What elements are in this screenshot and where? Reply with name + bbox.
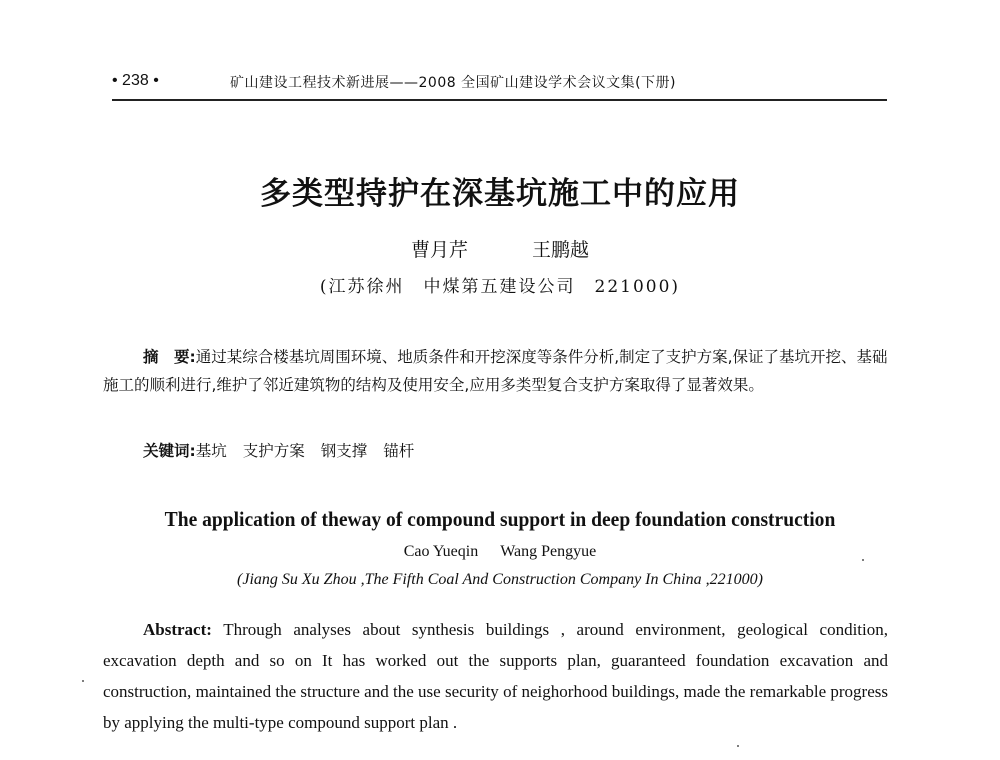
keywords-label: 关键词:: [143, 442, 196, 460]
author-name: 曹月芹: [410, 239, 468, 261]
author-name: 王鹏越: [532, 239, 590, 261]
abstract-text-en: Through analyses about synthesis buildings , around environment, geological condition, excavation depth and so on It has worked out the supports plan, guaranteed foundation excavation and construction, maintained the structure and the use security of neighorhood buildings, made the remarkable progress by applying the multi-type compound support plan .: [103, 620, 888, 732]
running-title: 矿山建设工程技术新进展——2008 全国矿山建设学术会议文集(下册): [230, 75, 677, 91]
abstract-en: [103, 614, 888, 738]
header-rule: [112, 99, 887, 101]
page-header: [112, 70, 887, 96]
paper-title-cn: 多类型持护在深基坑施工中的应用: [260, 176, 740, 212]
abstract-label-cn: 摘 要:: [143, 348, 196, 366]
author-name-en: Wang Pengyue: [500, 543, 597, 560]
keyword: 支护方案: [242, 442, 305, 460]
authors-cn: [0, 235, 1000, 262]
paper-title-en: The application of theway of compound support in deep foundation construction: [164, 507, 836, 531]
keywords-cn: [143, 437, 888, 465]
abstract-text-cn: 通过某综合楼基坑周围环境、地质条件和开挖深度等条件分析,制定了支护方案,保证了基坑开挖、基础施工的顺利进行,维护了邻近建筑物的结构及使用安全,应用多类型复合支护方案取得了显著效果。: [103, 348, 888, 394]
keyword: 钢支撑: [320, 442, 368, 460]
keyword: 锚杆: [383, 442, 415, 460]
keyword: 基坑: [195, 442, 227, 460]
affiliation-cn: (江苏徐州 中煤第五建设公司 221000): [319, 277, 681, 297]
authors-en: [0, 543, 1000, 561]
page-number: • 238 •: [112, 72, 159, 89]
scan-speck: [82, 680, 84, 682]
scan-speck: [862, 559, 864, 561]
author-name-en: Cao Yueqin: [403, 543, 479, 560]
abstract-cn: [103, 343, 888, 399]
scan-speck: [737, 745, 739, 747]
abstract-label-en: Abstract:: [143, 620, 212, 639]
affiliation-en: (Jiang Su Xu Zhou ,The Fifth Coal And Construction Company In China ,221000): [237, 571, 763, 588]
